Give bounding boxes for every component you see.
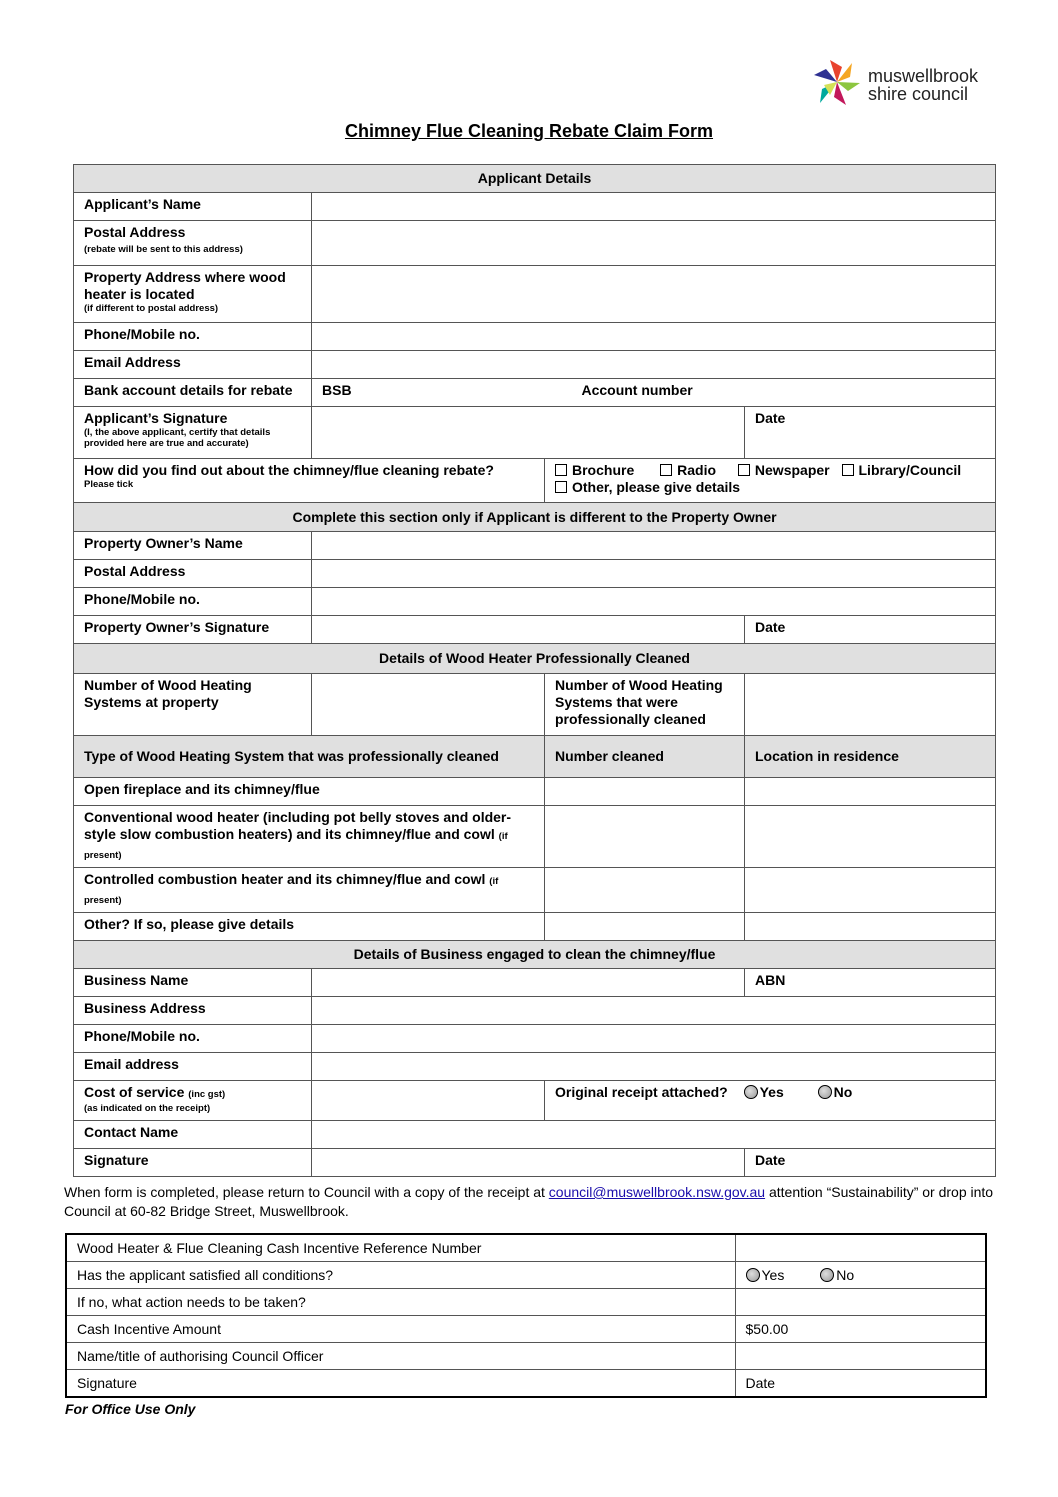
flower-logo-icon <box>812 55 862 110</box>
office-conditions-label: Has the applicant satisfied all conditions? <box>66 1262 735 1289</box>
receipt-attached-row <box>545 1081 996 1121</box>
office-officer-label: Name/title of authorising Council Officer <box>66 1343 735 1370</box>
checkbox-icon <box>555 481 567 493</box>
owner-signature-field[interactable] <box>312 616 745 644</box>
office-action-field[interactable] <box>735 1289 986 1316</box>
logo-line-2: shire council <box>868 84 969 104</box>
num-cleaned-label: Number of Wood Heating Systems that were professionally cleaned <box>545 674 745 736</box>
radio-icon <box>746 1268 760 1282</box>
owner-phone-field[interactable] <box>312 588 996 616</box>
office-use-table <box>65 1233 987 1398</box>
owner-postal-label: Postal Address <box>74 560 312 588</box>
property-address-field[interactable] <box>312 266 996 323</box>
business-name-field[interactable] <box>312 969 745 997</box>
office-reference-label: Wood Heater & Flue Cleaning Cash Incentive Reference Number <box>66 1234 735 1262</box>
phone-label: Phone/Mobile no. <box>74 323 312 351</box>
conventional-number-field[interactable] <box>545 806 745 868</box>
conditions-no-label: No <box>836 1267 855 1283</box>
conventional-note: (if present) <box>84 831 508 861</box>
postal-address-text: Postal Address <box>84 224 186 240</box>
controlled-location-field[interactable] <box>745 868 996 913</box>
conditions-yes-option[interactable] <box>746 1267 785 1283</box>
email-label: Email Address <box>74 351 312 379</box>
note-text-after: attention “Sustainability” or drop into Council at 60-82 Bridge Street, Muswellbrook. <box>64 1184 994 1219</box>
num-systems-label: Number of Wood Heating Systems at property <box>74 674 312 736</box>
owner-section-header: Complete this section only if Applicant is different to the Property Owner <box>74 503 996 532</box>
receipt-yes-label: Yes <box>759 1084 784 1100</box>
postal-address-note: (rebate will be sent to this address) <box>84 244 243 255</box>
contact-name-label: Contact Name <box>74 1121 312 1149</box>
checkbox-icon <box>555 464 567 476</box>
cost-text: Cost of service <box>84 1084 185 1100</box>
postal-address-field[interactable] <box>312 221 996 266</box>
office-amount-label: Cash Incentive Amount <box>66 1316 735 1343</box>
receipt-question: Original receipt attached? <box>555 1084 728 1100</box>
email-field[interactable] <box>312 351 996 379</box>
option-other[interactable] <box>555 479 740 495</box>
applicant-signature-text: Applicant’s Signature <box>84 410 228 426</box>
location-column-header: Location in residence <box>745 736 996 778</box>
property-address-label <box>74 266 312 323</box>
heater-type-other: Other? If so, please give details <box>74 913 545 941</box>
receipt-yes-option[interactable] <box>744 1084 784 1100</box>
office-amount-value: $50.00 <box>735 1316 986 1343</box>
cost-label <box>74 1081 312 1121</box>
option-newspaper-label: Newspaper <box>754 462 830 478</box>
option-radio[interactable] <box>660 462 716 478</box>
option-brochure-label: Brochure <box>572 462 635 478</box>
type-column-header: Type of Wood Heating System that was professionally cleaned <box>74 736 545 778</box>
postal-address-label <box>74 221 312 266</box>
controlled-note: (if present) <box>84 876 499 906</box>
conventional-location-field[interactable] <box>745 806 996 868</box>
return-instructions <box>64 1183 994 1221</box>
owner-name-label: Property Owner’s Name <box>74 532 312 560</box>
council-logo <box>812 55 1002 115</box>
logo-line-1: muswellbrook <box>868 66 979 86</box>
num-systems-field[interactable] <box>312 674 545 736</box>
business-address-label: Business Address <box>74 997 312 1025</box>
checkbox-icon <box>660 464 672 476</box>
claim-form-table <box>73 164 996 1177</box>
cost-field[interactable] <box>312 1081 545 1121</box>
business-email-field[interactable] <box>312 1053 996 1081</box>
num-cleaned-field[interactable] <box>745 674 996 736</box>
heater-type-open-fireplace: Open fireplace and its chimney/flue <box>74 778 545 806</box>
open-fireplace-number-field[interactable] <box>545 778 745 806</box>
bsb-label: BSB <box>322 382 352 398</box>
option-brochure[interactable] <box>555 462 634 478</box>
how-found-note: Please tick <box>84 479 134 490</box>
applicant-name-label: Applicant’s Name <box>74 193 312 221</box>
office-conditions-field <box>735 1262 986 1289</box>
abn-field[interactable]: ABN <box>745 969 996 997</box>
option-other-label: Other, please give details <box>572 479 741 495</box>
contact-name-field[interactable] <box>312 1121 996 1149</box>
radio-icon <box>820 1268 834 1282</box>
owner-name-field[interactable] <box>312 532 996 560</box>
number-cleaned-column-header: Number cleaned <box>545 736 745 778</box>
applicant-section-header: Applicant Details <box>74 165 996 193</box>
other-location-field[interactable] <box>745 913 996 941</box>
business-phone-field[interactable] <box>312 1025 996 1053</box>
option-radio-label: Radio <box>677 462 717 478</box>
council-email-link[interactable]: council@muswellbrook.nsw.gov.au <box>548 1184 766 1200</box>
cost-note: (inc gst) <box>188 1089 226 1100</box>
cost-note-2: (as indicated on the receipt) <box>84 1103 211 1114</box>
applicant-name-field[interactable] <box>312 193 996 221</box>
checkbox-icon <box>842 464 854 476</box>
owner-date-field[interactable]: Date <box>745 616 996 644</box>
option-newspaper[interactable] <box>738 462 830 478</box>
note-text-before: When form is completed, please return to Council with a copy of the receipt at <box>64 1184 549 1200</box>
option-library-council[interactable] <box>842 462 962 478</box>
property-address-note: (if different to postal address) <box>84 303 219 314</box>
open-fireplace-location-field[interactable] <box>745 778 996 806</box>
office-officer-field[interactable] <box>735 1343 986 1370</box>
business-phone-label: Phone/Mobile no. <box>74 1025 312 1053</box>
business-section-header: Details of Business engaged to clean the chimney/flue <box>74 941 996 969</box>
business-name-label: Business Name <box>74 969 312 997</box>
radio-icon <box>744 1085 758 1099</box>
office-reference-field[interactable] <box>735 1234 986 1262</box>
applicant-signature-field[interactable] <box>312 407 745 459</box>
conditions-yes-label: Yes <box>761 1267 785 1283</box>
property-address-text: Property Address where wood heater is located <box>84 269 286 302</box>
conventional-text: Conventional wood heater (including pot belly stoves and older-style slow combustion heaters) and its chimney/flue and cowl <box>84 809 512 842</box>
heater-type-conventional <box>74 806 545 868</box>
account-number-label: Account number <box>581 382 693 398</box>
owner-phone-label: Phone/Mobile no. <box>74 588 312 616</box>
conditions-no-option[interactable] <box>820 1267 854 1283</box>
bank-details-field[interactable] <box>312 379 996 407</box>
how-found-options <box>545 459 996 503</box>
applicant-date-field[interactable]: Date <box>745 407 996 459</box>
how-found-question: How did you find out about the chimney/flue cleaning rebate? <box>84 462 494 478</box>
office-use-caption: For Office Use Only <box>65 1401 196 1417</box>
bank-details-label: Bank account details for rebate <box>74 379 312 407</box>
applicant-signature-note: (I, the above applicant, certify that details provided here are true and accurate) <box>84 427 271 449</box>
page-title: Chimney Flue Cleaning Rebate Claim Form <box>344 121 714 141</box>
office-action-label: If no, what action needs to be taken? <box>66 1289 735 1316</box>
controlled-text: Controlled combustion heater and its chimney/flue and cowl <box>84 871 486 887</box>
business-address-field[interactable] <box>312 997 996 1025</box>
phone-field[interactable] <box>312 323 996 351</box>
how-found-label <box>74 459 545 503</box>
receipt-no-label: No <box>833 1084 853 1100</box>
business-signature-label: Signature <box>74 1149 312 1177</box>
business-signature-field[interactable] <box>312 1149 745 1177</box>
heater-type-controlled <box>74 868 545 913</box>
owner-signature-label: Property Owner’s Signature <box>74 616 312 644</box>
checkbox-icon <box>738 464 750 476</box>
office-date-field[interactable]: Date <box>735 1370 986 1398</box>
owner-postal-field[interactable] <box>312 560 996 588</box>
heater-section-header: Details of Wood Heater Professionally Cleaned <box>74 644 996 674</box>
radio-icon <box>818 1085 832 1099</box>
option-library-label: Library/Council <box>858 462 962 478</box>
business-email-label: Email address <box>74 1053 312 1081</box>
business-date-field[interactable]: Date <box>745 1149 996 1177</box>
office-signature-label: Signature <box>66 1370 735 1398</box>
receipt-no-option[interactable] <box>818 1084 853 1100</box>
other-number-field[interactable] <box>545 913 745 941</box>
applicant-signature-label <box>74 407 312 459</box>
controlled-number-field[interactable] <box>545 868 745 913</box>
